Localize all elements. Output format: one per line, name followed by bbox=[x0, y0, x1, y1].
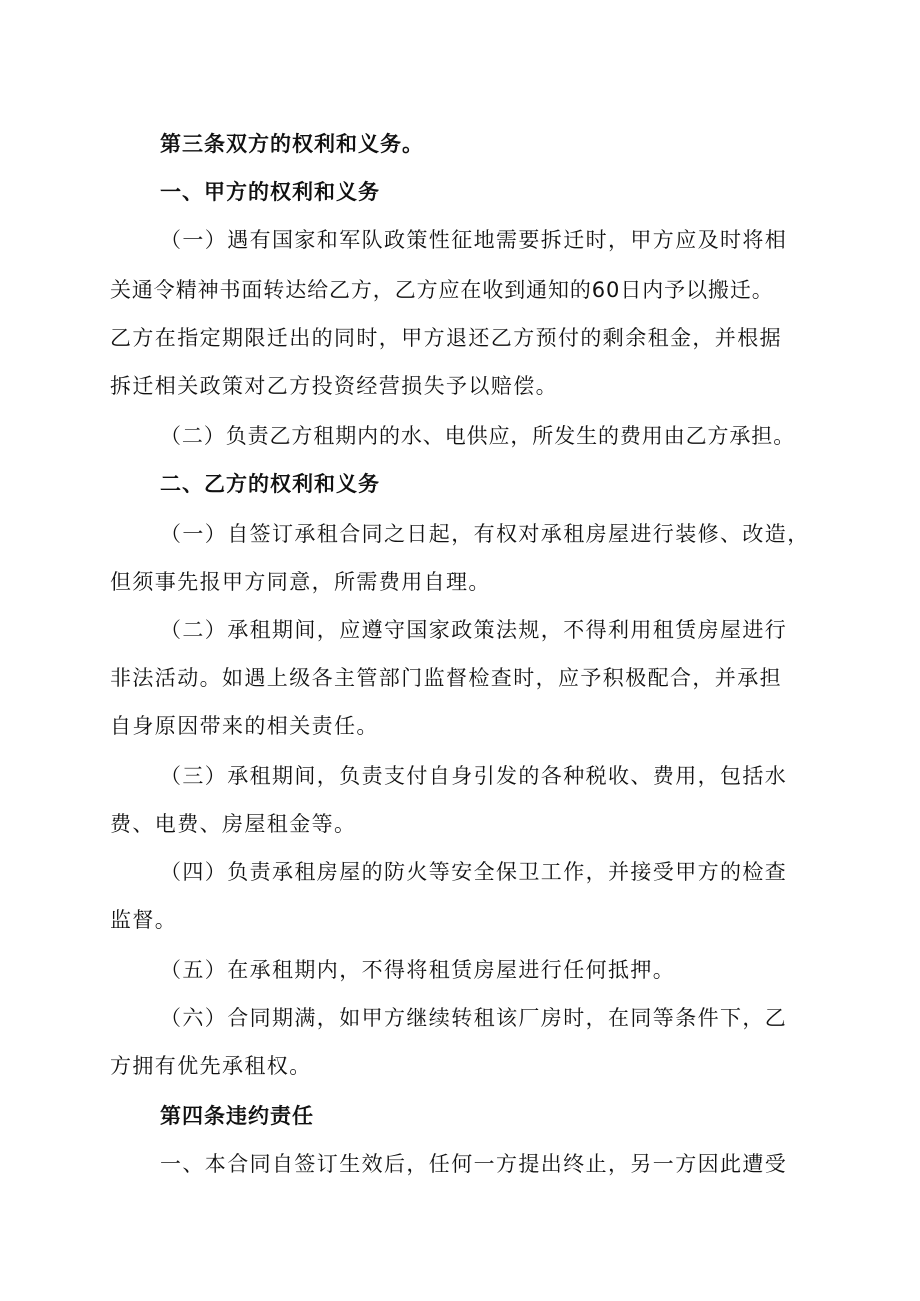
party-b-item-1-line-1: （一）自签订承租合同之日起，有权对承租房屋进行装修、改造， bbox=[160, 522, 810, 546]
party-b-item-4-line-1: （四）负责承租房屋的防火等安全保卫工作，并接受甲方的检查 bbox=[160, 860, 788, 884]
article-4-title: 第四条违约责任 bbox=[160, 1104, 314, 1128]
party-b-item-4-line-2: 监督。 bbox=[110, 908, 178, 932]
party-b-item-3-line-1: （三）承租期间，负责支付自身引发的各种税收、费用，包括水 bbox=[160, 764, 788, 788]
party-b-item-3-line-2: 费、电费、房屋租金等。 bbox=[110, 812, 357, 836]
party-b-item-5: （五）在承租期内，不得将租赁房屋进行任何抵押。 bbox=[160, 958, 676, 982]
party-a-item-1-line-4: 拆迁相关政策对乙方投资经营损失予以赔偿。 bbox=[110, 374, 558, 398]
party-a-item-1-line-2: 关通令精神书面转达给乙方，乙方应在收到通知的60日内予以搬迁。 bbox=[110, 278, 774, 302]
party-a-item-1-line-1: （一）遇有国家和军队政策性征地需要拆迁时，甲方应及时将相 bbox=[160, 228, 788, 252]
party-a-heading: 一、甲方的权利和义务 bbox=[160, 180, 380, 204]
party-b-item-2-line-1: （二）承租期间，应遵守国家政策法规，不得利用租赁房屋进行 bbox=[160, 618, 788, 642]
party-a-item-2: （二）负责乙方租期内的水、电供应，所发生的费用由乙方承担。 bbox=[160, 424, 796, 448]
party-b-item-2-line-3: 自身原因带来的相关责任。 bbox=[110, 714, 379, 738]
party-a-item-1-line-3: 乙方在指定期限迁出的同时，甲方退还乙方预付的剩余租金，并根据 bbox=[110, 326, 782, 350]
party-b-item-6-line-1: （六）合同期满，如甲方继续转租该厂房时，在同等条件下，乙 bbox=[160, 1006, 788, 1030]
party-b-heading: 二、乙方的权利和义务 bbox=[160, 472, 380, 496]
party-b-item-6-line-2: 方拥有优先承租权。 bbox=[110, 1054, 312, 1078]
article-3-title: 第三条双方的权利和义务。 bbox=[160, 132, 424, 156]
party-b-item-1-line-2: 但须事先报甲方同意，所需费用自理。 bbox=[110, 570, 491, 594]
article-4-item-1-line-1: 一、本合同自签订生效后，任何一方提出终止，另一方因此遭受 bbox=[160, 1152, 788, 1176]
party-b-item-2-line-2: 非法活动。如遇上级各主管部门监督检查时，应予积极配合，并承担 bbox=[110, 666, 782, 690]
